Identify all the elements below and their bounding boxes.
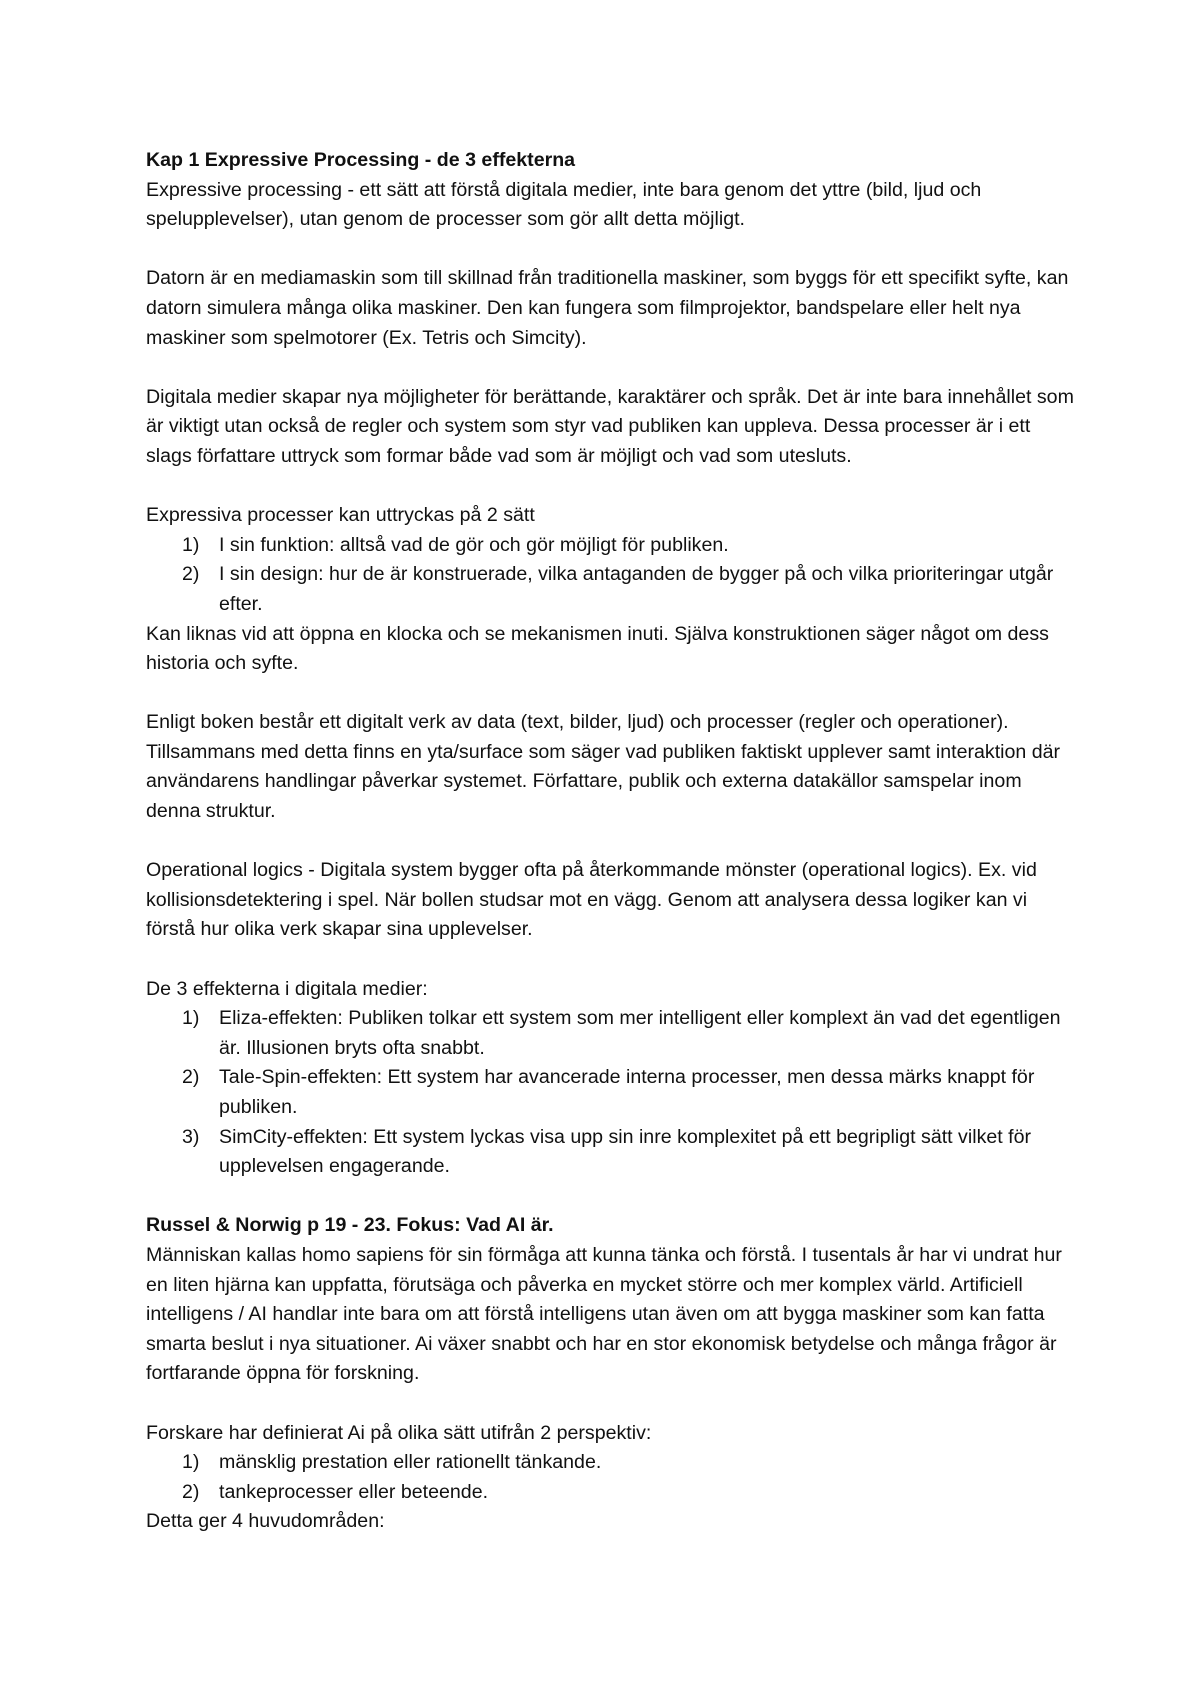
paragraph: Operational logics - Digitala system bygger ofta på återkommande mönster (operational logics). Ex. vid kollisionsdetektering i spel. När bollen studsar mot en vägg. Genom att analysera dessa logiker kan vi förstå hur olika verk skapar sina upplevelser. xyxy=(146,859,1037,941)
list-item-text: I sin design: hur de är konstruerade, vilka antaganden de bygger på och vilka prioriteringar utgår efter. xyxy=(219,563,1054,615)
numbered-list xyxy=(146,1448,1076,1507)
list-intro: Expressiva processer kan uttryckas på 2 sätt xyxy=(146,504,535,527)
paragraph-gap xyxy=(146,353,1076,383)
paragraph-gap xyxy=(146,945,1076,975)
paragraph-gap xyxy=(146,827,1076,857)
paragraph: Enligt boken består ett digitalt verk av data (text, bilder, ljud) och processer (regler och operationer). Tillsammans med detta finns en yta/surface som säger vad publiken faktiskt upplever samt interaktion där användarens handlingar påverkar systemet. Författare, publik och externa datakällor samspelar inom denna struktur. xyxy=(146,711,1061,823)
paragraph-gap xyxy=(146,1182,1076,1212)
list-item xyxy=(146,1448,1076,1478)
section-heading: Kap 1 Expressive Processing - de 3 effekterna xyxy=(146,149,576,171)
list-number: 3) xyxy=(182,1125,200,1148)
list-item xyxy=(146,560,1076,619)
paragraph-gap xyxy=(146,472,1076,502)
list-number: 1) xyxy=(182,1451,200,1474)
list-number: 2) xyxy=(182,563,200,586)
list-item-text: Eliza-effekten: Publiken tolkar ett system som mer intelligent eller komplext än vad det egentligen är. Illusionen bryts ofta snabbt. xyxy=(219,1007,1061,1059)
document-page xyxy=(146,146,1076,1537)
list-item xyxy=(146,1004,1076,1063)
list-item-text: mänsklig prestation eller rationellt tänkande. xyxy=(219,1451,602,1474)
paragraph: Expressive processing - ett sätt att förstå digitala medier, inte bara genom det yttre (bild, ljud och spelupplevelser), utan genom de processer som gör allt detta möjligt. xyxy=(146,178,982,231)
list-number: 1) xyxy=(182,1007,200,1030)
paragraph-gap xyxy=(146,1389,1076,1419)
list-item-text: tankeprocesser eller beteende. xyxy=(219,1480,489,1503)
paragraph: Kan liknas vid att öppna en klocka och se mekanismen inuti. Själva konstruktionen säger något om dess historia och syfte. xyxy=(146,622,1049,675)
list-number: 2) xyxy=(182,1480,200,1503)
list-item xyxy=(146,1123,1076,1182)
list-item-text: Tale-Spin-effekten: Ett system har avancerade interna processer, men dessa märks knappt för publiken. xyxy=(219,1066,1035,1118)
list-intro: Forskare har definierat Ai på olika sätt utifrån 2 perspektiv: xyxy=(146,1421,652,1444)
paragraph: Digitala medier skapar nya möjligheter för berättande, karaktärer och språk. Det är inte bara innehållet som är viktigt utan också de regler och system som styr vad publiken kan uppleva. Dessa processer är i ett slags författare uttryck som formar både vad som är möjligt och vad som utesluts. xyxy=(146,385,1074,467)
paragraph: Datorn är en mediamaskin som till skillnad från traditionella maskiner, som byggs för ett specifikt syfte, kan datorn simulera många olika maskiner. Den kan fungera som filmprojektor, bandspelare eller helt nya maskiner som spelmotorer (Ex. Tetris och Simcity). xyxy=(146,267,1069,349)
paragraph-gap xyxy=(146,679,1076,709)
numbered-list xyxy=(146,1004,1076,1182)
list-item xyxy=(146,1478,1076,1508)
paragraph-gap xyxy=(146,235,1076,265)
paragraph: Människan kallas homo sapiens för sin förmåga att kunna tänka och förstå. I tusentals år har vi undrat hur en liten hjärna kan uppfatta, förutsäga och påverka en mycket större och mer komplex värld. Artificiell intelligens / AI handlar inte bara om att förstå intelligens utan även om att bygga maskiner som kan fatta smarta beslut i nya situationer. Ai växer snabbt och har en stor ekonomisk betydelse och många frågor är fortfarande öppna för forskning. xyxy=(146,1243,1062,1385)
list-number: 1) xyxy=(182,533,200,556)
list-item-text: I sin funktion: alltså vad de gör och gör möjligt för publiken. xyxy=(219,533,729,556)
list-item-text: SimCity-effekten: Ett system lyckas visa upp sin inre komplexitet på ett begripligt sätt vilket för upplevelsen engagerande. xyxy=(219,1125,1032,1178)
list-item xyxy=(146,531,1076,561)
section-heading: Russel & Norwig p 19 - 23. Fokus: Vad AI är. xyxy=(146,1214,554,1237)
list-number: 2) xyxy=(182,1066,200,1089)
list-item xyxy=(146,1063,1076,1122)
numbered-list xyxy=(146,531,1076,620)
paragraph: Detta ger 4 huvudområden: xyxy=(146,1510,385,1533)
list-intro: De 3 effekterna i digitala medier: xyxy=(146,977,428,1000)
